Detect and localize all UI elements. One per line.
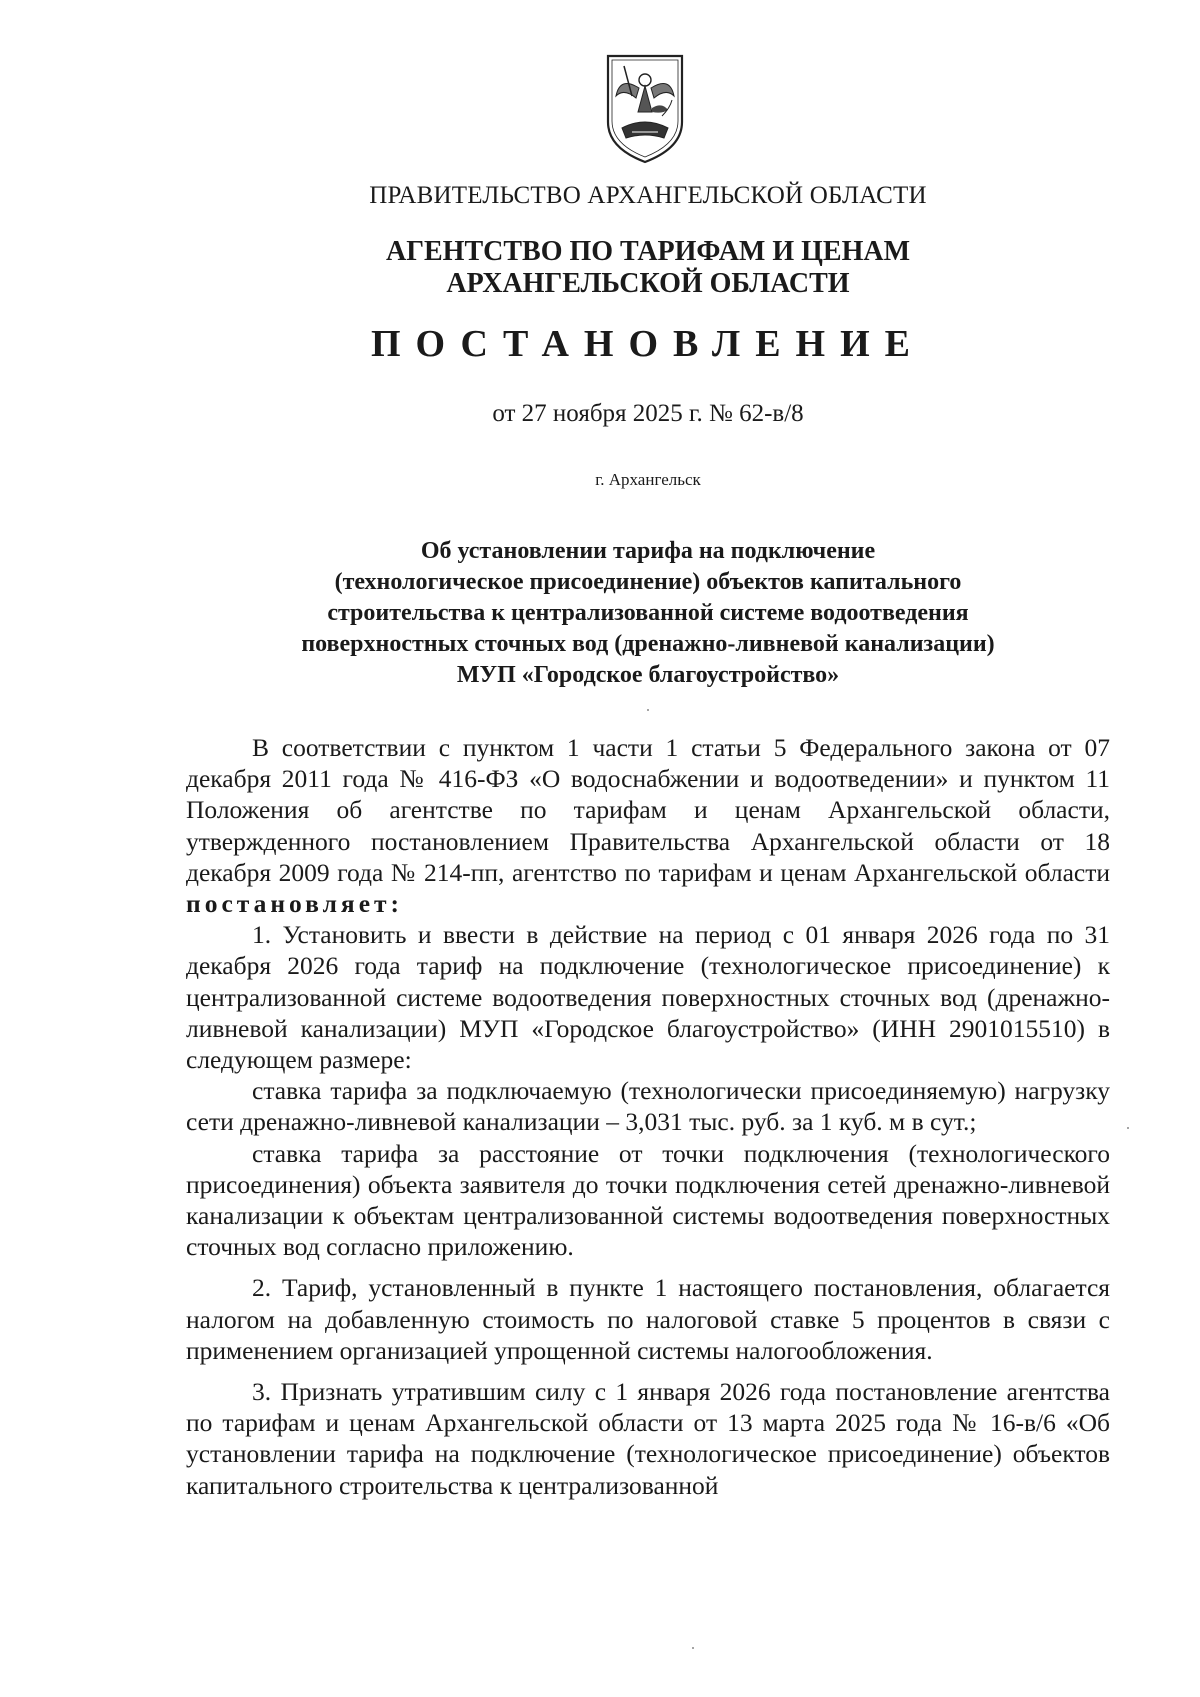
item-3-paragraph: 3. Признать утратившим силу с 1 января 2026 года постановление агентства по тарифам и ценам Архангельской области от 13 марта 2025 года № 16-в/6 «Об установлении тарифа на подключение (технологическое присоединение) объектов капитального строительства к централизованной: [186, 1377, 1110, 1500]
agency-name-line-2: АРХАНГЕЛЬСКОЙ ОБЛАСТИ: [446, 268, 850, 299]
resolves-keyword: постановляет:: [186, 889, 404, 919]
document-body: [186, 732, 1110, 1501]
preamble-paragraph: [186, 732, 1110, 919]
document-city: г. Архангельск: [595, 470, 701, 489]
government-name: ПРАВИТЕЛЬСТВО АРХАНГЕЛЬСКОЙ ОБЛАСТИ: [369, 182, 927, 209]
preamble-text: В соответствии с пунктом 1 части 1 статьи 5 Федерального закона от 07 декабря 2011 года № 416-ФЗ «О водоснабжении и водоотведении» и пунктом 11 Положения об агентстве по тарифам и ценам Архангельской области, утвержденного постановлением Правительства Архангельской области от 18 декабря 2009 года № 214-пп, агентство по тарифам и ценам Архангельской области: [186, 733, 1110, 887]
scan-speck: [692, 1647, 694, 1649]
subject-line-2: (технологическое присоединение) объектов капитального: [334, 569, 962, 595]
rate-2-paragraph: ставка тарифа за расстояние от точки подключения (технологического присоединения) объекта заявителя до точки подключения сетей дренажно-ливневой канализации к объектам централизованной системы водоотведения поверхностных сточных вод согласно приложению.: [186, 1138, 1110, 1262]
document-subject: [186, 536, 1110, 691]
rate-1-paragraph: ставка тарифа за подключаемую (технологически присоединяемую) нагрузку сети дренажно-ливневой канализации – 3,031 тыс. руб. за 1 куб. м в сут.;: [186, 1076, 1110, 1137]
subject-line-5: МУП «Городское благоустройство»: [456, 662, 840, 688]
document-type: ПОСТАНОВЛЕНИЕ: [370, 323, 926, 365]
subject-line-1: Об установлении тарифа на подключение: [420, 538, 876, 564]
item-1-paragraph: 1. Установить и ввести в действие на период с 01 января 2026 года по 31 декабря 2026 года тариф на подключение (технологическое присоединение) к централизованной системе водоотведения поверхностных сточных вод (дренажно-ливневой канализации) МУП «Городское благоустройство» (ИНН 2901015510) в следующем размере:: [186, 920, 1110, 1075]
document-date-number: от 27 ноября 2025 г. № 62-в/8: [492, 400, 804, 427]
subject-line-4: поверхностных сточных вод (дренажно-ливневой канализации): [301, 631, 995, 657]
agency-name: [186, 236, 1110, 300]
scan-speck: [647, 709, 649, 711]
item-2-paragraph: 2. Тариф, установленный в пункте 1 настоящего постановления, облагается налогом на добавленную стоимость по налоговой ставке 5 процентов в связи с применением организацией упрощенной системы налогообложения.: [186, 1273, 1110, 1365]
agency-name-line-1: АГЕНТСТВО ПО ТАРИФАМ И ЦЕНАМ: [385, 236, 911, 267]
subject-line-3: строительства к централизованной системе водоотведения: [327, 600, 969, 626]
coat-of-arms-icon: [602, 52, 688, 164]
scan-speck: [1127, 1127, 1129, 1129]
